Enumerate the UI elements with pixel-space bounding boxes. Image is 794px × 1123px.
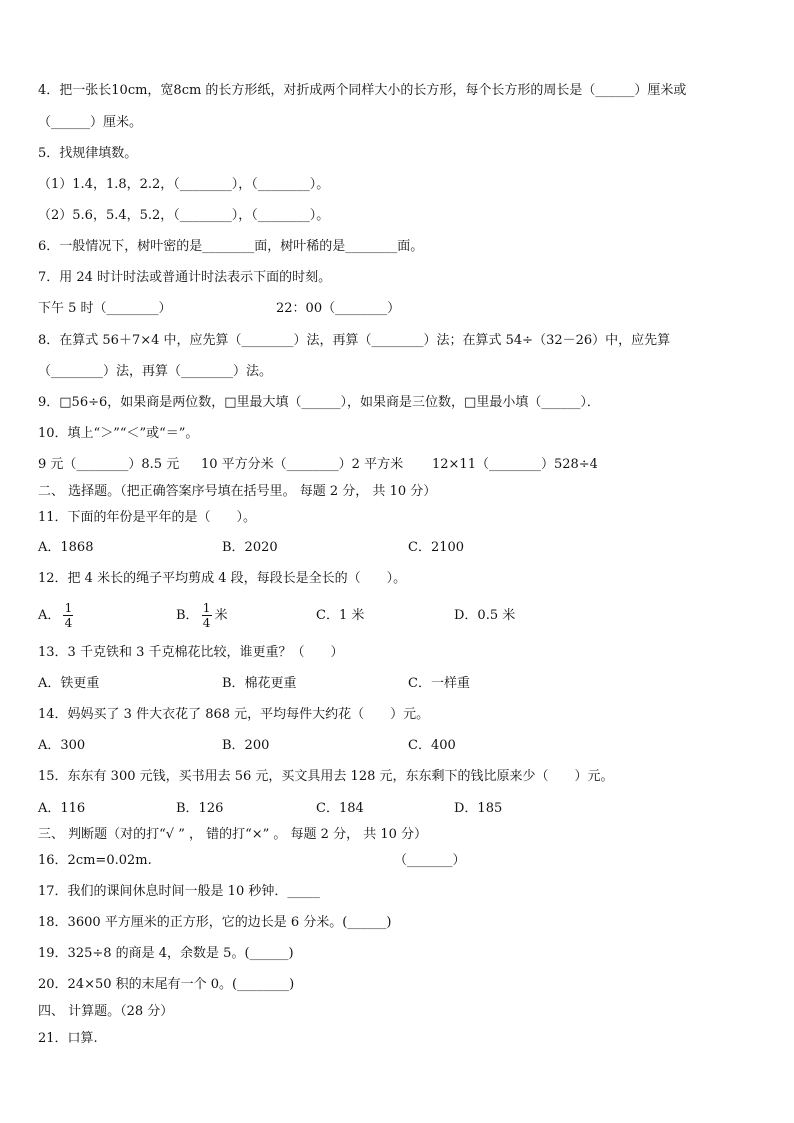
question-12-option-b bbox=[176, 594, 316, 638]
fraction-one-quarter bbox=[63, 601, 73, 630]
question-12-option-a bbox=[38, 594, 176, 638]
question-16-line bbox=[38, 851, 764, 871]
question-11-option-a: A．1868 bbox=[38, 540, 94, 555]
section-4-heading: 四、 计算题。（28 分） bbox=[38, 1004, 174, 1019]
question-7-answers bbox=[38, 299, 764, 319]
question-13-option-b: B．棉花更重 bbox=[222, 676, 297, 691]
section-2-heading: 二、 选择题。（把正确答案序号填在括号里。 每题 2 分， 共 10 分） bbox=[38, 484, 437, 499]
question-13-options bbox=[38, 674, 764, 694]
question-5-part-2: （2）5.6，5.4，5.2，（________），（________）。 bbox=[38, 208, 330, 223]
question-16: 16．2cm=0.02m. bbox=[38, 853, 152, 868]
question-11-option-c: C．2100 bbox=[408, 540, 465, 555]
question-8-line-1: 8．在算式 56＋7×4 中，应先算（________）法，再算（________）法；在算式 54÷（32－26）中，应先算 bbox=[38, 333, 671, 348]
question-6: 6．一般情况下，树叶密的是________面，树叶稀的是________面。 bbox=[38, 239, 424, 254]
question-11: 11．下面的年份是平年的是（ ）。 bbox=[38, 510, 257, 525]
option-b-unit: 米 bbox=[214, 608, 228, 623]
question-4-line-1: 4．把一张长10cm，宽8cm 的长方形纸，对折成两个同样大小的长方形，每个长方形的周长是（______）厘米或 bbox=[38, 83, 687, 98]
question-7: 7．用 24 时计时法或普通计时法表示下面的时刻。 bbox=[38, 270, 332, 285]
question-14: 14．妈妈买了 3 件大衣花了 868 元，平均每件大约花（ ）元。 bbox=[38, 707, 430, 722]
question-11-options bbox=[38, 538, 764, 558]
question-12-option-d: D．0.5 米 bbox=[454, 608, 516, 623]
question-15-option-a: A．116 bbox=[38, 801, 86, 816]
question-15-options bbox=[38, 799, 764, 819]
section-3-heading: 三、 判断题（对的打“√ ” ， 错的打“×” 。 每题 2 分， 共 10 分） bbox=[38, 827, 428, 842]
question-13-option-a: A．铁更重 bbox=[38, 676, 100, 691]
question-15-option-b: B．126 bbox=[176, 801, 224, 816]
question-10-item-a: 9 元（________）8.5 元 bbox=[38, 457, 180, 472]
question-14-option-a: A．300 bbox=[38, 738, 86, 753]
question-21: 21．口算. bbox=[38, 1031, 98, 1046]
option-a-label: A． bbox=[38, 608, 61, 623]
question-10-item-c: 12×11（________）528÷4 bbox=[432, 457, 598, 472]
question-15: 15．东东有 300 元钱，买书用去 56 元，买文具用去 128 元，东东剩下的钱比原来少（ ）元。 bbox=[38, 769, 614, 784]
question-9: 9．□56÷6，如果商是两位数，□里最大填（______），如果商是三位数，□里最小填（______）． bbox=[38, 395, 600, 410]
question-8-line-2: （________）法，再算（________）法。 bbox=[38, 364, 273, 379]
question-12-options bbox=[38, 594, 764, 638]
question-16-blank: （_______） bbox=[394, 853, 466, 868]
question-12: 12．把 4 米长的绳子平均剪成 4 段，每段长是全长的（ ）。 bbox=[38, 571, 407, 586]
fraction-numerator: 1 bbox=[202, 601, 211, 615]
fraction-denominator: 4 bbox=[202, 616, 211, 630]
question-14-option-c: C．400 bbox=[408, 738, 456, 753]
question-17: 17．我们的课间休息时间一般是 10 秒钟．_____ bbox=[38, 884, 320, 899]
question-19: 19．325÷8 的商是 4，余数是 5。(______) bbox=[38, 946, 294, 961]
question-12-option-c: C．1 米 bbox=[316, 608, 365, 623]
question-15-option-c: C．184 bbox=[316, 801, 364, 816]
question-20: 20．24×50 积的末尾有一个 0。(________) bbox=[38, 977, 295, 992]
fraction-numerator: 1 bbox=[64, 601, 73, 615]
question-10: 10．填上“＞”“＜”或“＝”。 bbox=[38, 426, 199, 441]
question-10-item-b: 10 平方分米（________）2 平方米 bbox=[201, 457, 404, 472]
option-b-label: B． bbox=[176, 608, 199, 623]
question-4-line-2: （______）厘米。 bbox=[38, 115, 143, 130]
question-7-item-a: 下午 5 时（________） bbox=[38, 301, 172, 316]
fraction-denominator: 4 bbox=[64, 616, 73, 630]
question-13-option-c: C．一样重 bbox=[408, 676, 470, 691]
fraction-one-quarter bbox=[202, 601, 212, 630]
question-18: 18．3600 平方厘米的正方形，它的边长是 6 分米。(______) bbox=[38, 915, 392, 930]
question-5: 5．找规律填数。 bbox=[38, 146, 138, 161]
question-14-option-b: B．200 bbox=[222, 738, 270, 753]
question-11-option-b: B．2020 bbox=[222, 540, 278, 555]
question-7-item-b: 22：00（________） bbox=[276, 301, 401, 316]
question-10-items bbox=[38, 455, 764, 475]
question-13: 13．3 千克铁和 3 千克棉花比较，谁更重？（ ） bbox=[38, 645, 344, 660]
question-15-option-d: D．185 bbox=[454, 801, 503, 816]
question-5-part-1: （1）1.4，1.8，2.2，（________），（________）。 bbox=[38, 177, 330, 192]
question-14-options bbox=[38, 736, 764, 756]
